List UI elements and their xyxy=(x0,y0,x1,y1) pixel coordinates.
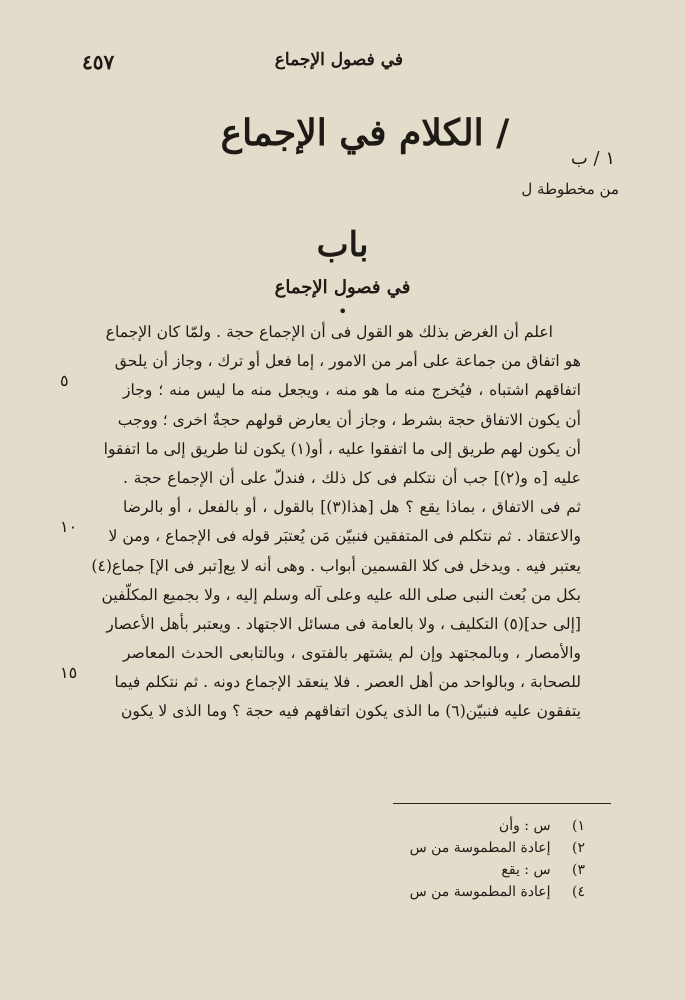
ornament-dot: • xyxy=(338,302,348,321)
line-number: ١٥ xyxy=(60,663,78,682)
footnote-number: ٢) xyxy=(572,840,585,856)
running-title: في فصول الإجماع xyxy=(274,50,403,70)
text-line: أن يكون لهم طريق إلى ما اتفقوا عليه ، أو(١) يكون لنا طريق إلى ما اتفقوا xyxy=(103,439,581,458)
text-line: بكل من بُعث النبى صلى الله عليه وعلى آله وسلم إليه ، ولا بجميع المكلّفين xyxy=(101,585,581,604)
footnote-number: ٤) xyxy=(572,884,585,900)
running-header xyxy=(0,44,685,80)
footnote-text: إعادة المطموسة من س xyxy=(409,840,551,856)
footnote-number: ٣) xyxy=(572,862,585,878)
chapter-title: / الكلام في الإجماع xyxy=(220,112,510,154)
manuscript-source-note: من مخطوطة ل xyxy=(521,180,619,198)
text-line: يعتبر فيه . ويدخل فى كلا القسمين أبواب . وهى أنه لا يع[تبر فى الإ] جماع(٤) xyxy=(91,556,581,575)
text-line: اعلم أن الغرض بذلك هو القول فى أن الإجماع حجة . ولمّا كان الإجماع xyxy=(105,323,553,341)
line-number: ١٠ xyxy=(60,517,78,536)
text-line: ثم فى الاتفاق ، بماذا يقع ؟ هل [ه‍ذا(٣)] بالقول ، أو بالفعل ، أو بالرضا xyxy=(123,498,581,517)
text-line: اتفاقهم اشتباه ، فيُخرج منه ما هو منه ، ويجعل منه ما ليس منه ؛ وجاز xyxy=(123,381,581,400)
footnotes xyxy=(410,815,585,903)
page-number: ٤٥٧ xyxy=(82,50,115,74)
text-line: [إلى حد](٥) التكليف ، ولا بالعامة فى مسائل الاجتهاد . ويعتبر بأهل الأعصار xyxy=(106,614,581,633)
text-line: هو اتفاق من جماعة على أمر من الامور ، إما فعل أو ترك ، وجاز أن يلحق xyxy=(114,352,581,371)
text-line: عليه [ه و(٢)] جب أن نتكلم فى كل ذلك ، فندلّ على أن الإجماع حجة . xyxy=(123,468,581,487)
manuscript-folio-reference: ١ / ب xyxy=(570,148,615,169)
text-line: أن يكون الاتفاق حجة بشرط ، وجاز أن يعارض قولهم حجةٌ اخرى ؛ ووجب xyxy=(117,410,581,429)
footnote-separator xyxy=(393,803,611,804)
text-line: يتفقون عليه فنبيّن(٦) ما الذى يكون اتفاقهم فيه حجة ؟ وما الذى لا يكون xyxy=(120,702,581,721)
footnote-item xyxy=(410,815,585,837)
footnote-text: إعادة المطموسة من س xyxy=(409,884,551,900)
footnote-text: س : وأن xyxy=(498,818,551,834)
line-number: ٥ xyxy=(60,371,69,390)
section-title: باب xyxy=(316,225,369,265)
footnote-item xyxy=(410,837,585,859)
footnote-text: س : يقع xyxy=(501,862,551,878)
text-line: والأمصار ، وبالمجتهد وإن لم يشتهر بالفتوى ، وبالتابعى الحدث المعاصر xyxy=(123,644,581,663)
body-text xyxy=(91,318,581,727)
text-line: للصحابة ، وبالواحد من أهل العصر . فلا ينعقد الإجماع دونه . ثم نتكلم فيما xyxy=(114,673,581,692)
footnote-item xyxy=(410,859,585,881)
text-line: والاعتقاد . ثم نتكلم فى المتفقين فنبيّن مَن يُعتبَر قوله فى الإجماع ، ومن لا xyxy=(108,527,581,546)
footnote-item xyxy=(410,881,585,903)
footnote-number: ١) xyxy=(572,818,585,834)
section-subtitle: في فصول الإجماع xyxy=(274,277,411,298)
